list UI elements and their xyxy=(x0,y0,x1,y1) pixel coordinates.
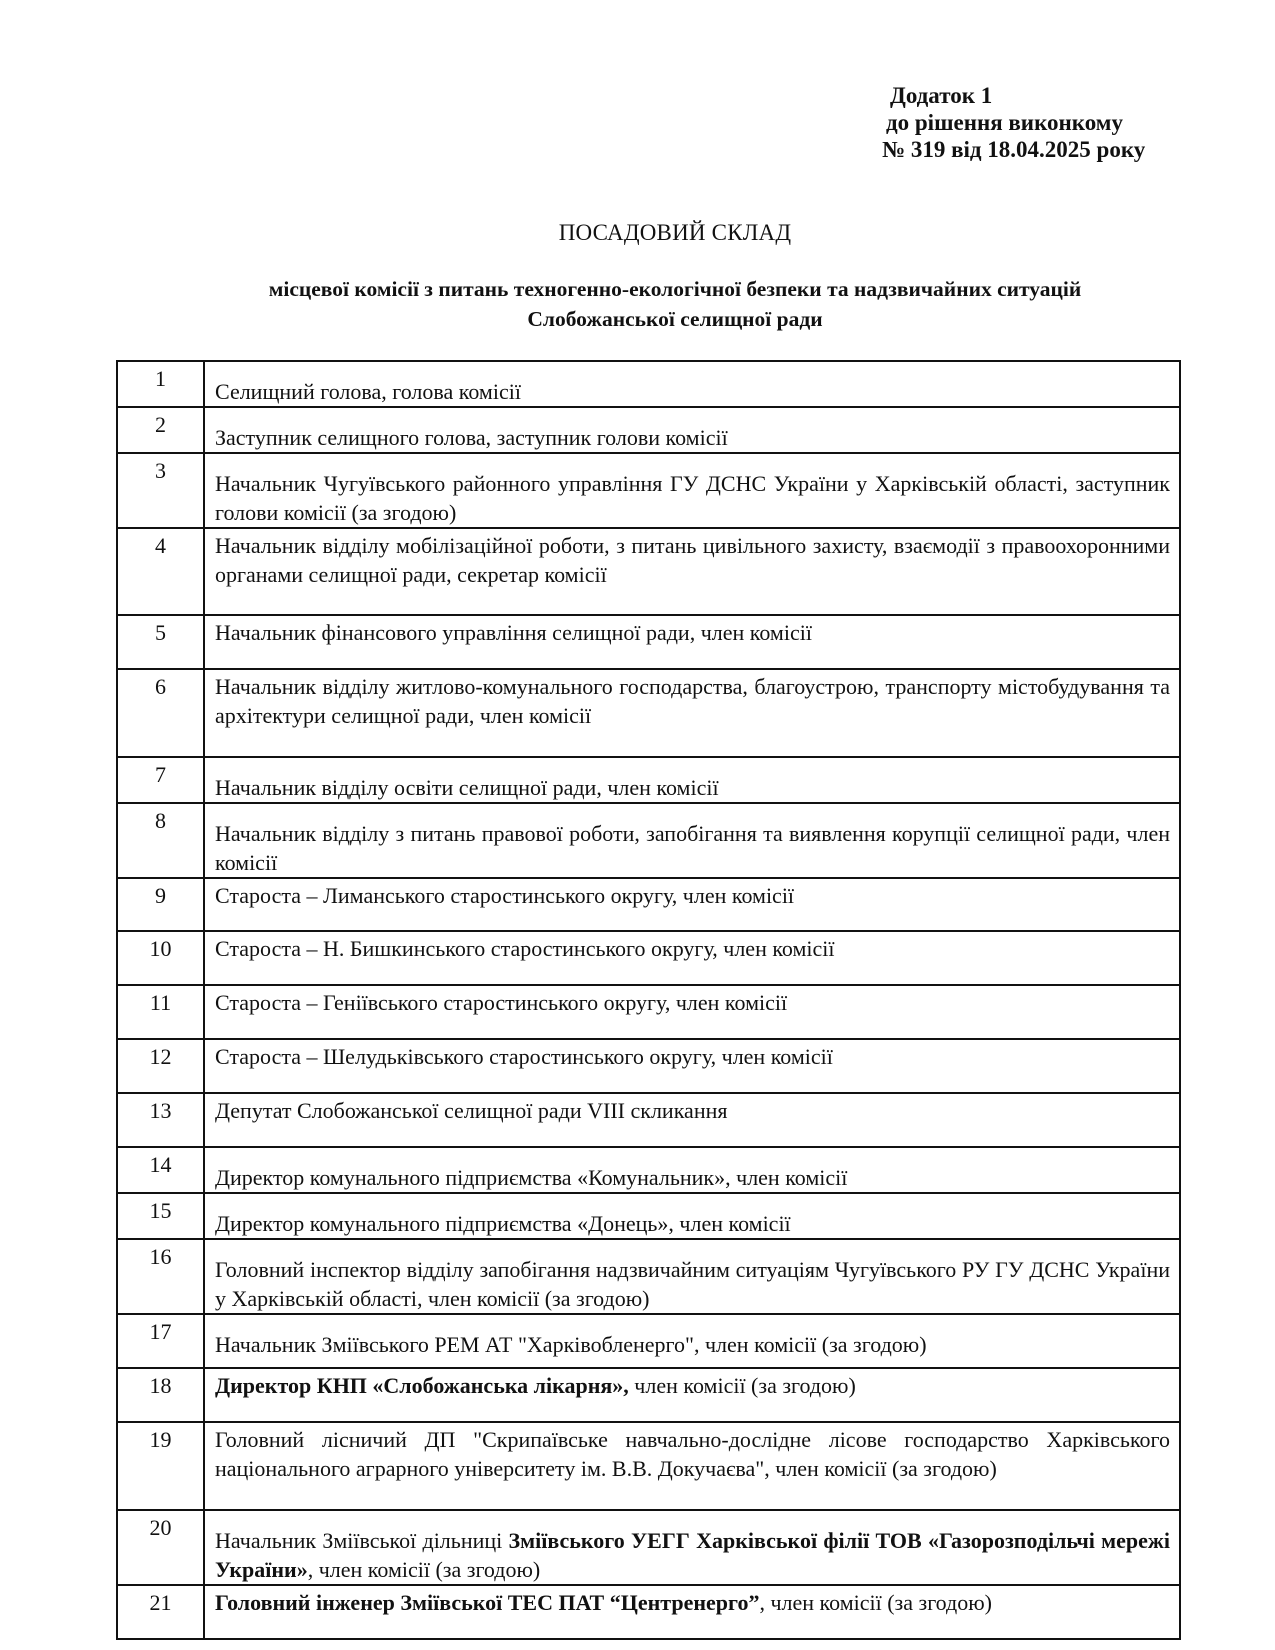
row-number: 2 xyxy=(117,407,204,453)
annex-line-3: № 319 від 18.04.2025 року xyxy=(882,137,1146,162)
row-description-rest: член комісії (за згодою) xyxy=(628,1373,856,1398)
row-description: Староста – Шелудьківського старостинського округу, член комісії xyxy=(204,1039,1180,1093)
row-number: 5 xyxy=(117,615,204,669)
subtitle-line-2: Слобожанської селищної ради xyxy=(527,307,823,331)
row-number: 1 xyxy=(117,361,204,407)
document-title: ПОСАДОВИЙ СКЛАД xyxy=(558,220,792,245)
row-number: 19 xyxy=(117,1422,204,1510)
row-description: Селищний голова, голова комісії xyxy=(204,361,1180,407)
table-row xyxy=(117,528,1180,615)
row-description: Староста – Лиманського старостинського округу, член комісії xyxy=(204,878,1180,931)
row-description-rest: , член комісії (за згодою) xyxy=(759,1590,992,1615)
table-row xyxy=(117,453,1180,528)
row-description-rest: , член комісії (за згодою) xyxy=(307,1557,541,1582)
row-description: Староста – Геніївського старостинського округу, член комісії xyxy=(204,985,1180,1039)
table-row xyxy=(117,615,1180,669)
row-number: 10 xyxy=(117,931,204,985)
row-number: 8 xyxy=(117,803,204,878)
table-row xyxy=(117,985,1180,1039)
table-row xyxy=(117,1368,1180,1422)
row-description: Директор комунального підприємства «Комунальник», член комісії xyxy=(204,1147,1180,1193)
row-description: Директор комунального підприємства «Донець», член комісії xyxy=(204,1193,1180,1239)
row-number: 13 xyxy=(117,1093,204,1147)
row-number: 6 xyxy=(117,669,204,757)
row-number: 17 xyxy=(117,1314,204,1368)
table-row xyxy=(117,1239,1180,1314)
document-subtitle xyxy=(0,274,1275,334)
table-row xyxy=(117,1314,1180,1368)
table-row xyxy=(117,1039,1180,1093)
members-table xyxy=(116,360,1181,1640)
row-description: Заступник селищного голова, заступник голови комісії xyxy=(204,407,1180,453)
table-row xyxy=(117,803,1180,878)
row-description: Начальник фінансового управління селищної ради, член комісії xyxy=(204,615,1180,669)
row-description xyxy=(204,1585,1180,1639)
table-row xyxy=(117,757,1180,803)
table-row xyxy=(117,669,1180,757)
row-description: Депутат Слобожанської селищної ради VIII скликання xyxy=(204,1093,1180,1147)
annex-line-2: до рішення виконкому xyxy=(886,110,1123,135)
annex-line-1: Додаток 1 xyxy=(890,83,993,108)
row-description: Начальник відділу з питань правової роботи, запобігання та виявлення корупції селищної ради, член комісії xyxy=(204,803,1180,878)
row-description: Головний інспектор відділу запобігання надзвичайним ситуаціям Чугуївського РУ ГУ ДСНС України у Харківській області, член комісії (за згодою) xyxy=(204,1239,1180,1314)
row-description: Староста – Н. Бишкинського старостинського округу, член комісії xyxy=(204,931,1180,985)
table-row xyxy=(117,1147,1180,1193)
row-description-lead: Начальник Зміївської дільниці xyxy=(215,1528,509,1553)
row-number: 4 xyxy=(117,528,204,615)
row-number: 20 xyxy=(117,1510,204,1585)
row-description: Начальник відділу освіти селищної ради, член комісії xyxy=(204,757,1180,803)
table-row xyxy=(117,931,1180,985)
table-row xyxy=(117,878,1180,931)
table-row xyxy=(117,407,1180,453)
row-number: 11 xyxy=(117,985,204,1039)
row-number: 7 xyxy=(117,757,204,803)
row-description: Начальник відділу житлово-комунального господарства, благоустрою, транспорту містобудування та архітектури селищної ради, член комісії xyxy=(204,669,1180,757)
row-number: 16 xyxy=(117,1239,204,1314)
row-description: Головний лісничий ДП "Скрипаївське навчально-дослідне лісове господарство Харківського національного аграрного університету ім. В.В. Докучаєва", член комісії (за згодою) xyxy=(204,1422,1180,1510)
row-description xyxy=(204,1510,1180,1585)
table-row xyxy=(117,1193,1180,1239)
table-row xyxy=(117,361,1180,407)
row-description: Начальник відділу мобілізаційної роботи, з питань цивільного захисту, взаємодії з правоохоронними органами селищної ради, секретар комісії xyxy=(204,528,1180,615)
row-description xyxy=(204,1368,1180,1422)
table-row xyxy=(117,1093,1180,1147)
annex-block xyxy=(882,82,1146,163)
row-number: 18 xyxy=(117,1368,204,1422)
row-number: 12 xyxy=(117,1039,204,1093)
row-number: 3 xyxy=(117,453,204,528)
row-description-bold: Головний інженер Зміївської ТЕС ПАТ “Центренерго” xyxy=(215,1590,760,1615)
subtitle-line-1: місцевої комісії з питань техногенно-екологічної безпеки та надзвичайних ситуацій xyxy=(268,277,1082,301)
row-number: 9 xyxy=(117,878,204,931)
row-description-bold: Зміївського УЕГГ Харківської філії ТОВ «Газорозподільчі мережі України» xyxy=(215,1528,1170,1582)
row-description: Начальник Чугуївського районного управління ГУ ДСНС України у Харківській області, заступник голови комісії (за згодою) xyxy=(204,453,1180,528)
row-number: 15 xyxy=(117,1193,204,1239)
row-description-bold: Директор КНП «Слобожанська лікарня», xyxy=(215,1373,629,1398)
table-row xyxy=(117,1585,1180,1639)
row-number: 21 xyxy=(117,1585,204,1639)
table-row xyxy=(117,1510,1180,1585)
table-row xyxy=(117,1422,1180,1510)
row-number: 14 xyxy=(117,1147,204,1193)
row-description: Начальник Зміївського РЕМ АТ "Харківобленерго", член комісії (за згодою) xyxy=(204,1314,1180,1368)
